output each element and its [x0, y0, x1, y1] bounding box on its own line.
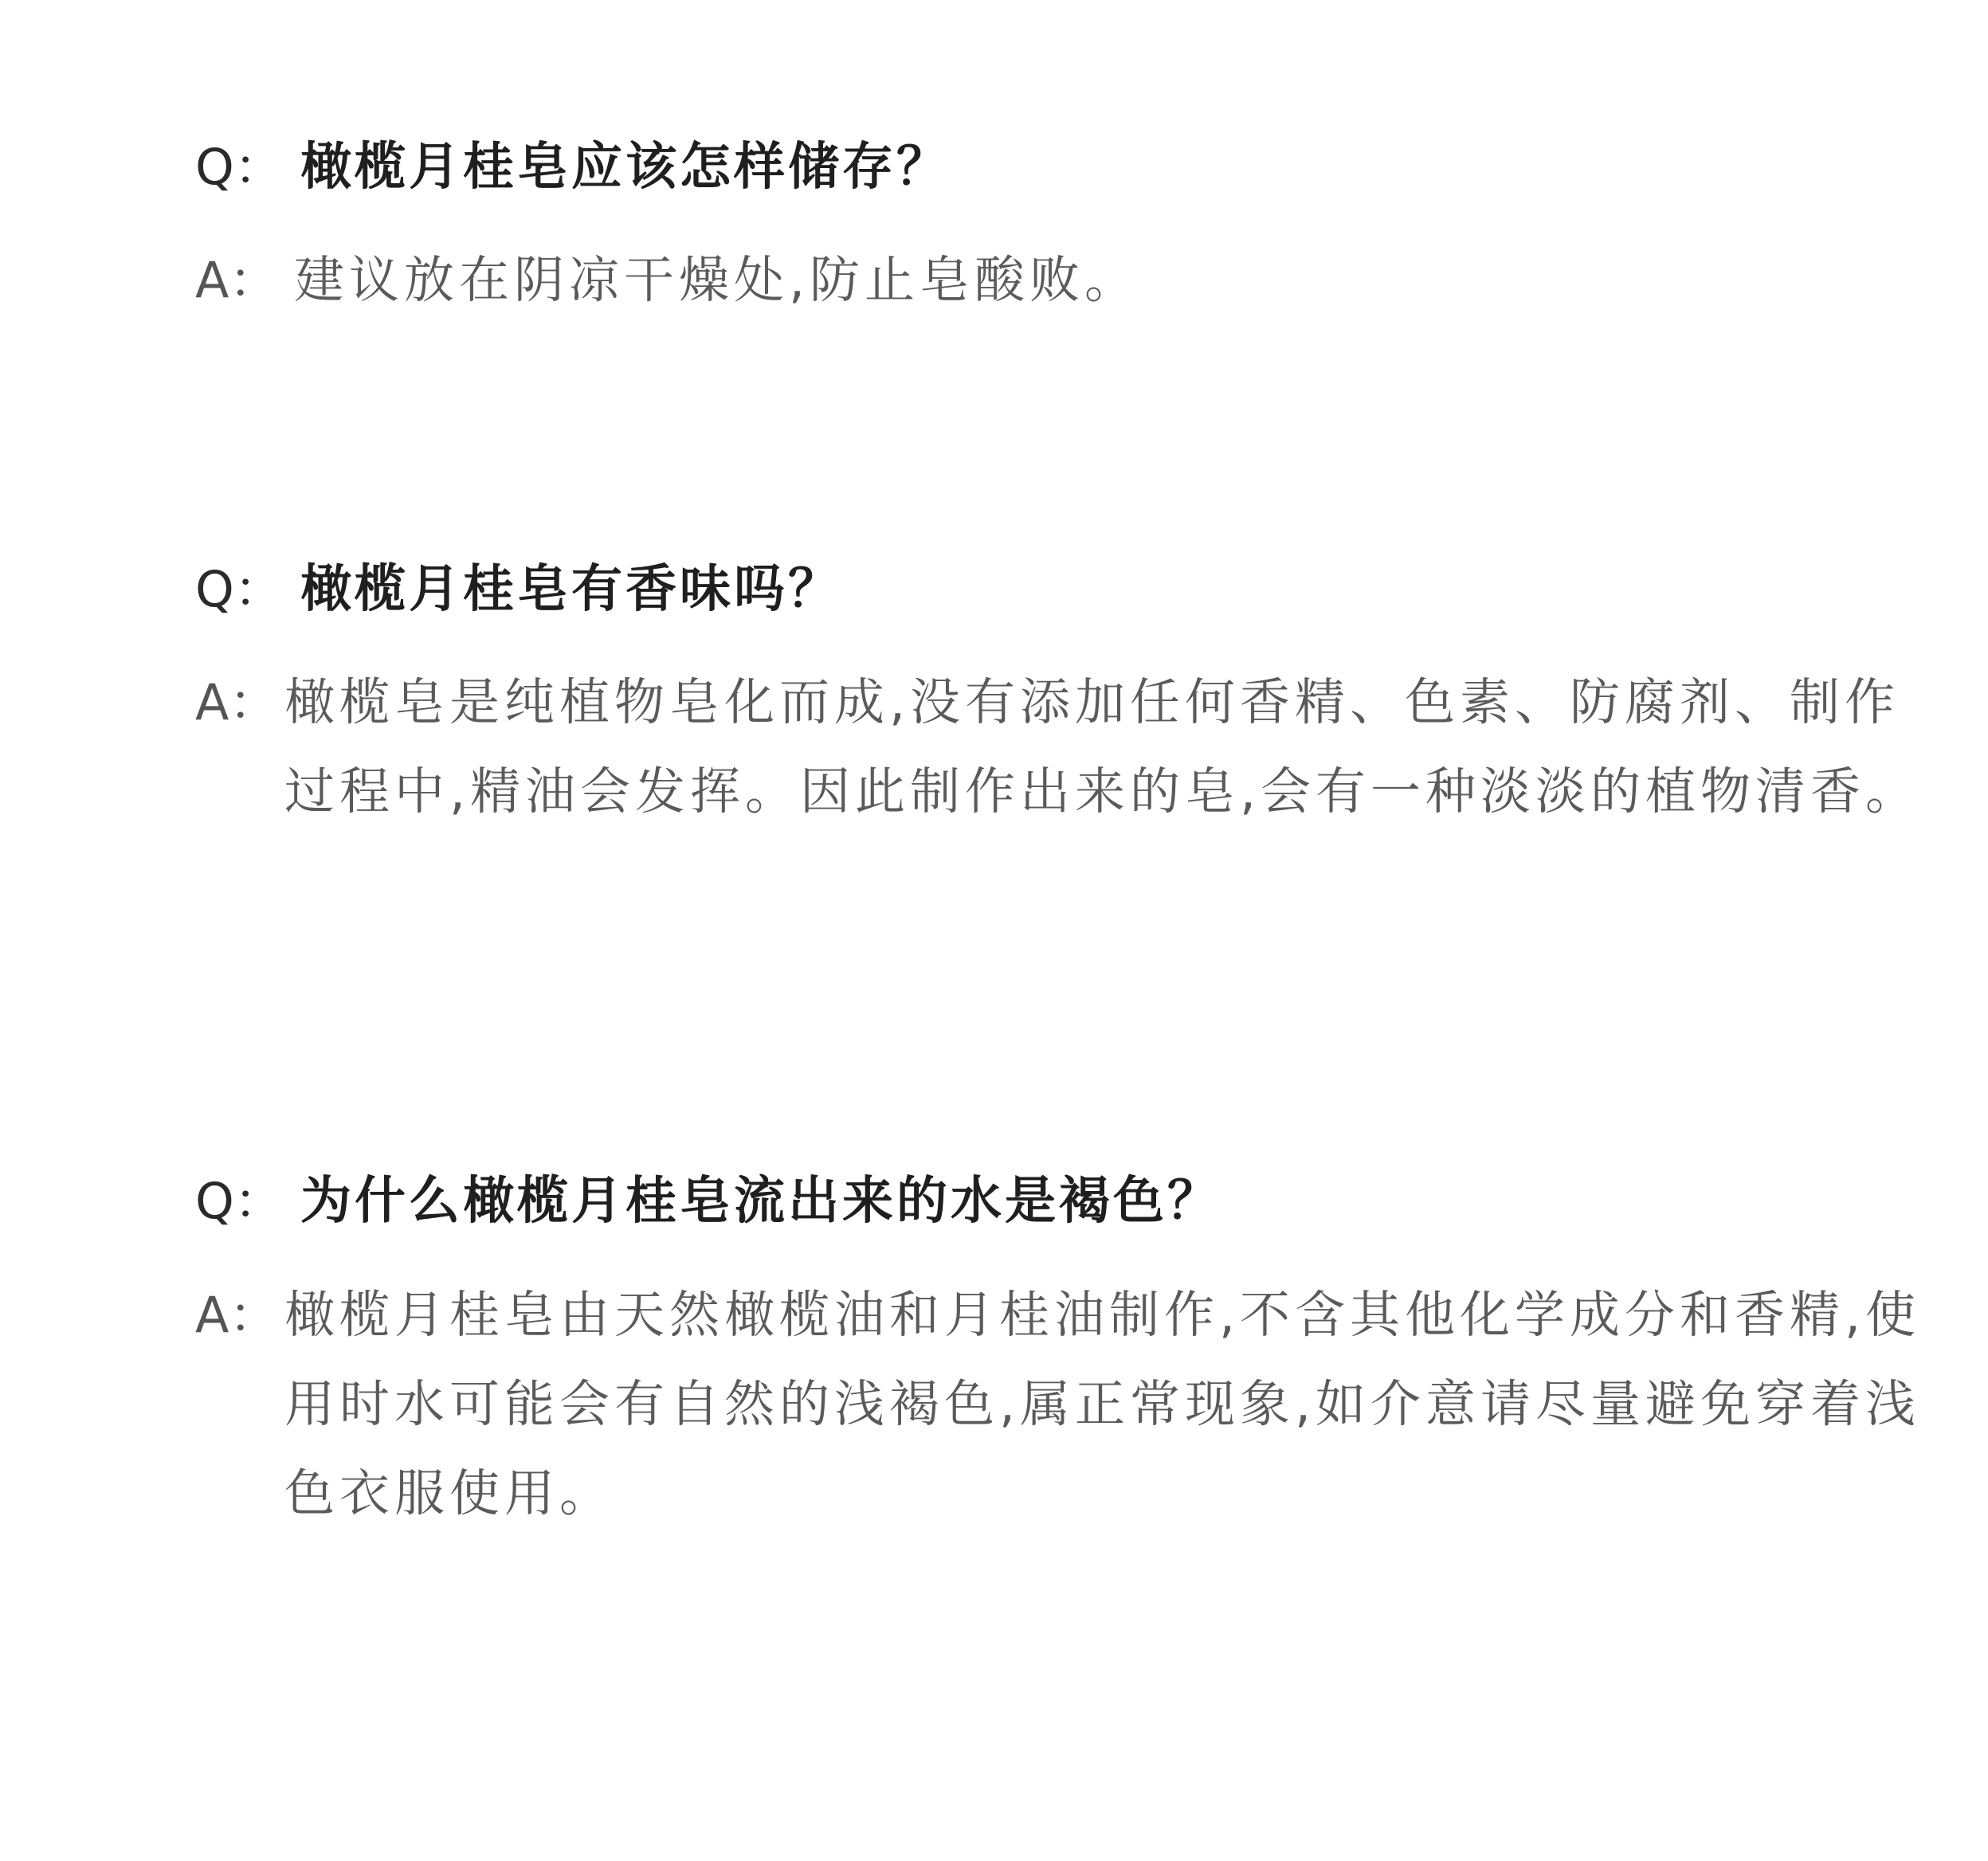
answer-text: 建议放在阴凉干燥处,防止皂酸败。 — [294, 251, 1140, 309]
question-text: 为什么橄榄月桂皂流出来的水是褐色？ — [300, 1172, 1221, 1231]
question-marker: Q： — [195, 560, 284, 618]
answer-text: 橄榄月桂皂由天然橄榄油和月桂油制作,不含其他化学成分和香精,使用时水可能会有自然的浅褐色,属正常现象,如介意请尽量避免穿着浅色衣服使用。 — [284, 1286, 1921, 1522]
answer-marker: A： — [195, 1286, 279, 1344]
answer-row — [195, 658, 1926, 836]
answer-row — [195, 1271, 1926, 1538]
question-marker: Q： — [195, 138, 284, 196]
answer-text: 橄榄皂是纯植物皂化而成,没有添加任何香精、色素、防腐剂、制作过程中,精油会发挥。因此制作出来的皂,会有一种淡淡的植物清香。 — [284, 673, 1921, 821]
question-row — [195, 560, 842, 619]
question-text: 橄榄月桂皂有香味吗？ — [300, 560, 842, 619]
answer-marker: A： — [195, 251, 279, 309]
question-row — [195, 1172, 1221, 1231]
question-row — [195, 138, 951, 197]
answer-row — [195, 251, 1935, 309]
answer-marker: A： — [195, 673, 279, 731]
question-text: 橄榄月桂皂应该怎样储存？ — [300, 138, 951, 197]
question-marker: Q： — [195, 1172, 284, 1230]
